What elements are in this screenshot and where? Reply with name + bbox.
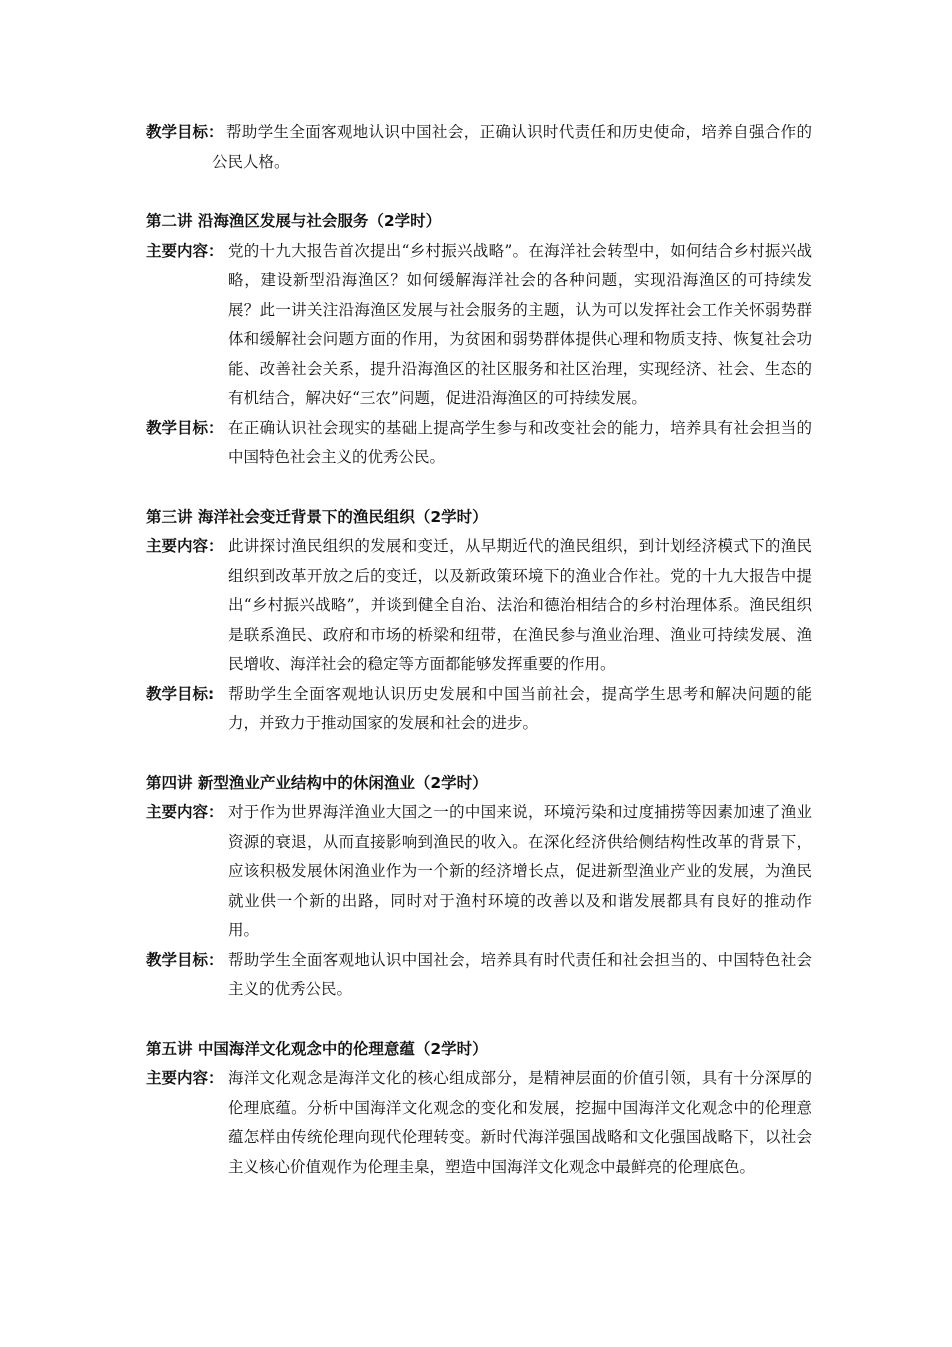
lecture-5-content-label: 主要内容： [146, 1069, 224, 1087]
intro-goal-label: 教学目标： [146, 123, 224, 141]
document-content [146, 118, 812, 1182]
lecture-2-goal-text: 在正确认识社会现实的基础上提高学生参与和改变社会的能力，培养具有社会担当的中国特色社会主义的优秀公民。 [228, 418, 812, 466]
lecture-3-content [146, 532, 812, 680]
lecture-3-content-text: 此讲探讨渔民组织的发展和变迁，从早期近代的渔民组织，到计划经济模式下的渔民组织到改革开放之后的变迁，以及新政策环境下的渔业合作社。党的十九大报告中提出“乡村振兴战略”，并谈到健全自治、法治和德治相结合的乡村治理体系。渔民组织是联系渔民、政府和市场的桥梁和纽带，在渔民参与渔业治理、渔业可持续发展、渔民增收、海洋社会的稳定等方面都能够发挥重要的作用。 [228, 537, 812, 673]
lecture-2-goal [146, 414, 812, 473]
lecture-5-title: 第五讲 中国海洋文化观念中的伦理意蕴（2学时） [146, 1039, 488, 1058]
lecture-3-title: 第三讲 海洋社会变迁背景下的渔民组织（2学时） [146, 507, 488, 526]
lecture-2-content-label: 主要内容： [146, 241, 224, 260]
lecture-4-content [146, 798, 812, 946]
lecture-4-goal [146, 946, 812, 1005]
intro-goal-text: 帮助学生全面客观地认识中国社会，正确认识时代责任和历史使命，培养自强合作的公民人格。 [212, 123, 812, 171]
lecture-2-content-text: 党的十九大报告首次提出“乡村振兴战略”。在海洋社会转型中，如何结合乡村振兴战略，建设新型沿海渔区？如何缓解海洋社会的各种问题，实现沿海渔区的可持续发展？此一讲关注沿海渔区发展与社会服务的主题，认为可以发挥社会工作关怀弱势群体和缓解社会问题方面的作用，为贫困和弱势群体提供心理和物质支持、恢复社会功能、改善社会关系，提升沿海渔区的社区服务和社区治理，实现经济、社会、生态的有机结合，解决好“三农”问题，促进沿海渔区的可持续发展。 [228, 241, 812, 407]
lecture-4-title: 第四讲 新型渔业产业结构中的休闲渔业（2学时） [146, 773, 488, 792]
lecture-4-goal-label: 教学目标： [146, 950, 224, 969]
lecture-3-goal-label: 教学目标: [146, 684, 215, 703]
lecture-3-content-label: 主要内容： [146, 537, 224, 555]
lecture-2-title: 第二讲 沿海渔区发展与社会服务（2学时） [146, 212, 442, 230]
lecture-3-goal [146, 680, 812, 739]
intro-goal [146, 118, 812, 177]
lecture-5-content [146, 1064, 812, 1182]
lecture-2-content [146, 237, 812, 414]
lecture-2-goal-label: 教学目标： [146, 418, 224, 437]
lecture-4-content-label: 主要内容： [146, 803, 224, 821]
lecture-3-goal-text: 帮助学生全面客观地认识历史发展和中国当前社会，提高学生思考和解决问题的能力，并致力于推动国家的发展和社会的进步。 [228, 684, 812, 732]
lecture-4-content-text: 对于作为世界海洋渔业大国之一的中国来说，环境污染和过度捕捞等因素加速了渔业资源的衰退，从而直接影响到渔民的收入。在深化经济供给侧结构性改革的背景下，应该积极发展休闲渔业作为一个新的经济增长点，促进新型渔业产业的发展，为渔民就业供一个新的出路，同时对于渔村环境的改善以及和谐发展都具有良好的推动作用。 [228, 803, 812, 939]
lecture-5-content-text: 海洋文化观念是海洋文化的核心组成部分，是精神层面的价值引领，具有十分深厚的伦理底蕴。分析中国海洋文化观念的变化和发展，挖掘中国海洋文化观念中的伦理意蕴怎样由传统伦理向现代伦理转变。新时代海洋强国战略和文化强国战略下，以社会主义核心价值观作为伦理圭臬，塑造中国海洋文化观念中最鲜亮的伦理底色。 [228, 1069, 812, 1176]
lecture-4-goal-text: 帮助学生全面客观地认识中国社会，培养具有时代责任和社会担当的、中国特色社会主义的优秀公民。 [228, 950, 812, 998]
